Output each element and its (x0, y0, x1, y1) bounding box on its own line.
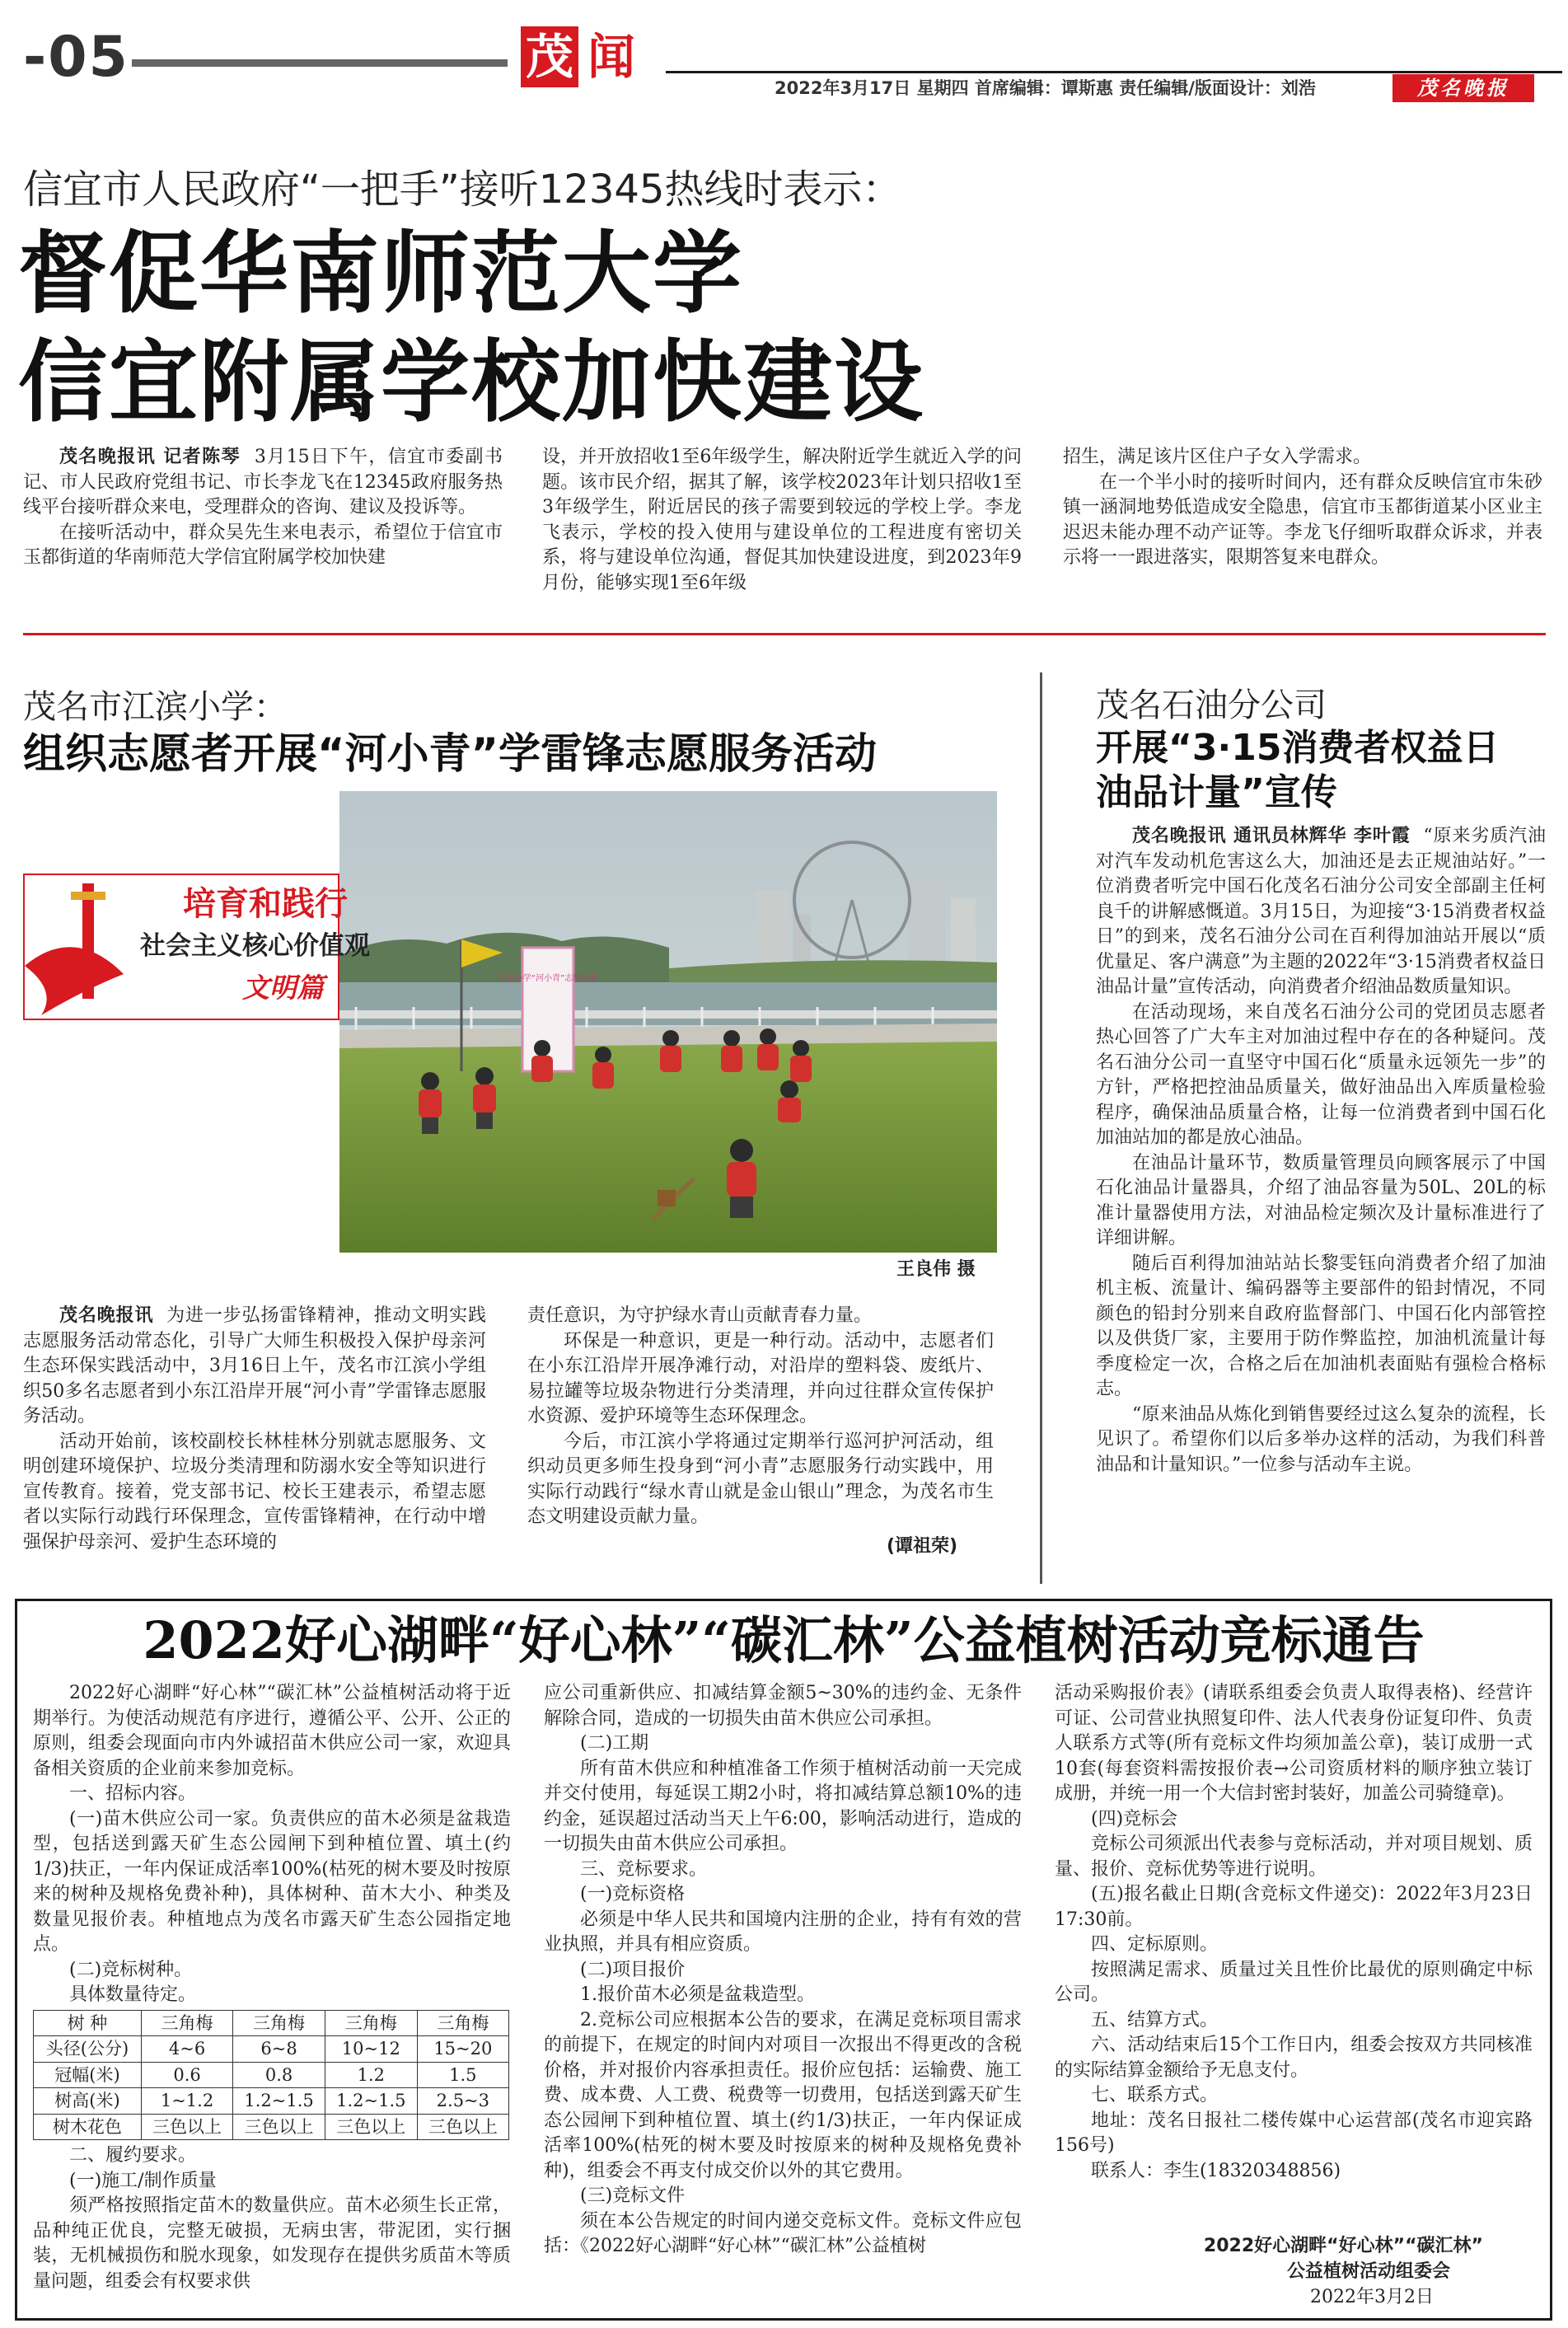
table-header-cell: 三角梅 (325, 2010, 417, 2036)
badge-line-2: 社会主义核心价值观 (140, 931, 370, 961)
story3-body (1096, 824, 1546, 1582)
table-cell: 1.2~1.5 (233, 2088, 325, 2115)
story1-col3-p1: 招生，满足该片区住户子女入学需求。 (1063, 447, 1372, 467)
notice-col1-p5: 须严格按照指定苗木的数量供应。苗木必须生长正常，品种纯正优良，完整无破损，无病虫害，带泥团，实行捆装，无机械损伤和脱水现象，如发现存在提供劣质苗木等质量问题，组委会有权要求供 (33, 2195, 511, 2292)
notice-col3-p2: 竞标公司须派出代表参与竞标活动，并对项目规划、质量、报价、竞标优势等进行说明。 (1055, 1834, 1533, 1880)
notice-col2-h2: 三、竞标要求。 (580, 1858, 708, 1880)
story1-col2-p1: 设，并开放招收1至6年级学生，解决附近学生就近入学的问题。该市民介绍，据其了解，该学校2023年计划只招收1至3年级学生，附近居民的孩子需要到较远的学校上学。李龙飞表示，学校的投入使用与建设单位的工程进度有密切关系，将与建设单位沟通，督促其加快建设进度，到2023年9月份，能够实现1至6年级 (542, 447, 1022, 593)
notice-col2-h4: (二)项目报价 (580, 1959, 686, 1980)
volunteer-photo-svg (339, 791, 997, 1253)
story3-byline: 茂名晚报讯 通讯员林辉华 李叶霞 (1132, 826, 1411, 846)
story2-col2-p2: 环保是一种意识，更是一种行动。活动中，志愿者们在小东江沿岸开展净滩行动，对沿岸的塑料袋、废纸片、易拉罐等垃圾杂物进行分类清理，并向过往群众宣传保护水资源、爱护环境等生态环保理念。 (527, 1330, 994, 1426)
notice-col2-p2: 所有苗木供应和种植准备工作须于植树活动前一天完成并交付使用，每延误工期2小时，将扣减结算总额10%的违约金，延误超过活动当天上午6:00，影响活动进行，造成的一切损失由苗木供应公司承担。 (544, 1758, 1022, 1854)
story1-col1-p2: 在接听活动中，群众吴先生来电表示，希望位于信宜市玉都街道的华南师范大学信宜附属学校加快建 (23, 522, 503, 568)
table-cell: 头径(公分) (34, 2036, 142, 2063)
table-cell: 4~6 (141, 2036, 232, 2063)
story3-p3: 在油品计量环节，数质量管理员向顾客展示了中国石化油品计量器具，介绍了油品容量为50L、20L的标准计量器使用方法，对油品检定频次及计量标准进行了详细讲解。 (1096, 1152, 1546, 1248)
section-title (521, 26, 653, 91)
story1-col3 (1063, 445, 1542, 605)
story1-divider (23, 633, 1546, 635)
notice-title: 2022好心湖畔“好心林”“碳汇林”公益植树活动竞标通告 (143, 1610, 1425, 1670)
table-cell: 三色以上 (141, 2114, 232, 2140)
table-header-cell: 三角梅 (141, 2010, 232, 2036)
tree-spec-table (33, 2010, 509, 2141)
story2-col1 (23, 1304, 486, 1582)
notice-col1 (33, 1681, 511, 2316)
table-cell: 树木花色 (34, 2114, 142, 2140)
story2-author: (谭祖荣) (887, 1536, 958, 1557)
story1-col1-p1: 3月15日下午，信宜市委副书记、市人民政府党组书记、市长李龙飞在12345政府服务热线平台接听群众来电，受理群众的咨询、建议及投诉等。 (23, 447, 503, 518)
page-number: -05 (23, 25, 129, 90)
notice-col2-p3: 必须是中华人民共和国境内注册的企业，持有有效的营业执照，并具有相应资质。 (544, 1909, 1022, 1955)
story1-col3-p2: 在一个半小时的接听时间内，还有群众反映信宜市朱砂镇一涵洞地势低造成安全隐患，信宜市玉都街道某小区业主迟迟未能办理不动产证等。李龙飞仔细听取群众诉求，并表示将一一跟进落实，限期答复来电群众。 (1063, 471, 1542, 568)
table-row (34, 2062, 509, 2088)
table-row (34, 2088, 509, 2115)
story2-col1-p1: 为进一步弘扬雷锋精神，推动文明实践志愿服务活动常态化，引导广大师生积极投入保护母亲河生态环保实践活动中，3月16日上午，茂名市江滨小学组织50多名志愿者到小东江沿岸开展“河小青”学雷锋志愿服务活动。 (23, 1305, 486, 1426)
story1-kicker: 信宜市人民政府“一把手”接听12345热线时表示： (23, 166, 902, 213)
notice-col2-h5: (三)竞标文件 (580, 2185, 686, 2206)
table-cell: 0.6 (141, 2062, 232, 2088)
notice-col3-h3: 五、结算方式。 (1091, 2009, 1219, 2031)
table-cell: 三色以上 (417, 2114, 508, 2140)
story2-badge (23, 874, 370, 1020)
table-cell: 6~8 (233, 2036, 325, 2063)
notice-col2-h1: (二)工期 (580, 1733, 649, 1754)
notice-col3-h4: 七、联系方式。 (1091, 2085, 1219, 2106)
story2-kicker: 茂名市江滨小学： (23, 688, 287, 726)
ribbon-icon (25, 875, 124, 1019)
table-header-cell: 三角梅 (233, 2010, 325, 2036)
notice-col1-h2: 二、履约要求。 (69, 2145, 197, 2166)
notice-col1-h3: (一)施工/制作质量 (69, 2170, 217, 2191)
notice-col3-p6: 地址：茂名日报社二楼传媒中心运营部(茂名市迎宾路156号) (1055, 2110, 1533, 2156)
notice-col1-h1: 一、招标内容。 (69, 1783, 197, 1804)
table-header-row (34, 2010, 509, 2036)
table-cell: 冠幅(米) (34, 2062, 142, 2088)
table-header-cell: 三角梅 (417, 2010, 508, 2036)
table-cell: 三色以上 (325, 2114, 417, 2140)
notice-col3 (1055, 1681, 1533, 2225)
badge-line-1: 培育和践行 (183, 885, 348, 923)
notice-col2-p4: 1.报价苗木必须是盆栽造型。 (580, 1984, 815, 2005)
notice-col3-p4: 按照满足需求、质量过关且性价比最优的原则确定中标公司。 (1055, 1959, 1533, 2005)
story2-col1-p2: 活动开始前，该校副校长林桂林分别就志愿服务、文明创建环境保护、垃圾分类清理和防溺水安全等知识进行宣传教育。接着，党支部书记、校长王建表示，希望志愿者以实际行动践行环保理念，宣传雷锋精神，在行动中增强保护母亲河、爱护生态环境的 (23, 1431, 486, 1553)
date-line: 2022年3月17日 星期四 首席编辑：谭斯惠 责任编辑/版面设计：刘浩 (775, 78, 1316, 98)
table-cell: 15~20 (417, 2036, 508, 2063)
table-cell: 10~12 (325, 2036, 417, 2063)
story2-headline: 组织志愿者开展“河小青”学雷锋志愿服务活动 (23, 730, 878, 779)
table-row (34, 2114, 509, 2140)
story1-col2 (542, 445, 1022, 605)
story3-p5: “原来油品从炼化到销售要经过这么复杂的流程，长见识了。希望你们以后多举办这样的活动，为我们科普油品和计量知识。”一位参与活动车主说。 (1096, 1403, 1546, 1475)
notice-col2 (544, 1681, 1022, 2316)
vertical-divider (1040, 672, 1042, 1584)
notice-col3-p5: 六、活动结束后15个工作日内，组委会按双方共同核准的实际结算金额给予无息支付。 (1055, 2035, 1533, 2081)
notice-col1-p3: (二)竞标树种。 (69, 1959, 193, 1980)
story2-byline: 茂名晚报讯 (59, 1305, 154, 1326)
notice-col3-p3: (五)报名截止日期(含竞标文件递交)：2022年3月23日17:30前。 (1055, 1884, 1533, 1930)
table-cell: 1.2 (325, 2062, 417, 2088)
section-char-wen: 闻 (587, 29, 635, 85)
notice-col1-p2: (一)苗木供应公司一家。负责供应的苗木必须是盆栽造型，包括送到露天矿生态公园闸下到种植位置、填土(约1/3)扶正，一年内保证成活率100%(枯死的树木要及时按原来的树种及规格免费补种)，具体树种、苗木大小、种类及数量见报价表。种植地点为茂名市露天矿生态公园指定地点。 (33, 1808, 511, 1955)
story3-p2: 在活动现场，来自茂名石油分公司的党团员志愿者热心回答了广大车主对加油过程中存在的各种疑问。茂名石油分公司一直坚守中国石化“质量永远领先一步”的方针，严格把控油品质量关，做好油品出入库质量检验程序，确保油品质量合格，让每一位消费者到中国石化加油站加的都是放心油品。 (1096, 1001, 1546, 1148)
table-cell: 1.5 (417, 2062, 508, 2088)
story1-headline-2: 信宜附属学校加快建设 (18, 331, 925, 434)
story1-headline-1: 督促华南师范大学 (18, 222, 744, 326)
notice-col2-p1: 应公司重新供应、扣减结算金额5~30%的违约金、无条件解除合同，造成的一切损失由苗木供应公司承担。 (544, 1683, 1022, 1729)
table-cell: 0.8 (233, 2062, 325, 2088)
table-cell: 2.5~3 (417, 2088, 508, 2115)
story3-p1: “原来劣质汽油对汽车发动机危害这么大，加油还是去正规油站好。”一位消费者听完中国石化茂名石油分公司安全部副主任柯良千的讲解感慨道。3月15日，为迎接“3·15消费者权益日”的到来，茂名石油分公司在百利得加油站开展以“质优量足、客户满意”为主题的2022年“3·15消费者权益日油品计量”宣传活动，向消费者介绍油品数质量知识。 (1096, 826, 1546, 997)
photo-banner-text: 江滨小学“河小青”志愿服务 (498, 974, 598, 983)
story2-col2-p1: 责任意识，为守护绿水青山贡献青春力量。 (527, 1305, 873, 1326)
notice-sign-2: 公益植树活动组委会 (1286, 2261, 1450, 2282)
badge-line-3: 文明篇 (242, 972, 324, 1004)
masthead-rule-left (132, 59, 508, 67)
notice-col2-p5: 2.竞标公司应根据本公告的要求，在满足竞标项目需求的前提下，在规定的时间内对项目一次报出不得更改的含税价格，并对报价内容承担责任。报价应包括：运输费、施工费、成本费、人工费、税费等一切费用，包括送到露天矿生态公园闸下到种植位置、填土(约1/3)扶正，一年内保证成活率100%(枯死的树木要及时按原来的树种及规格免费补种)，组委会不再支付成交价以外的其它费用。 (544, 2009, 1022, 2181)
table-row (34, 2036, 509, 2063)
story2-photo (339, 791, 997, 1253)
table-header-cell: 树 种 (34, 2010, 142, 2036)
section-char-mao: 茂 (521, 26, 578, 87)
story3-p4: 随后百利得加油站站长黎雯钰向消费者介绍了加油机主板、流量计、编码器等主要部件的铅封情况，不同颜色的铅封分别来自政府监督部门、中国石化内部管控以及供货厂家，主要用于防作弊监控，加油机流量计每季度检定一次，合格之后在加油机表面贴有强检合格标志。 (1096, 1253, 1546, 1399)
story2-photo-credit: 王良伟 摄 (896, 1259, 976, 1280)
notice-col1-p1: 2022好心湖畔“好心林”“碳汇林”公益植树活动将于近期举行。为使活动规范有序进行，遵循公平、公开、公正的原则，组委会现面向市内外诚招苗木供应公司一家，欢迎具备相关资质的企业前来参加竞标。 (33, 1683, 511, 1779)
story2-col2-p3: 今后，市江滨小学将通过定期举行巡河护河活动，组织动员更多师生投身到“河小青”志愿服务行动实践中，用实际行动践行“绿水青山就是金山银山”理念，为茂名市生态文明建设贡献力量。 (527, 1431, 994, 1527)
story3-headline-1: 开展“3·15消费者权益日 (1096, 727, 1500, 769)
story1-byline: 茂名晚报讯 记者陈琴 (59, 447, 241, 467)
notice-col2-p6: 须在本公告规定的时间内递交竞标文件。竞标文件应包括：《2022好心湖畔“好心林”“碳汇林”公益植树 (544, 2210, 1022, 2256)
notice-col3-h2: 四、定标原则。 (1091, 1934, 1219, 1955)
story1-col1 (23, 445, 503, 605)
notice-col2-h3: (一)竞标资格 (580, 1884, 686, 1904)
table-cell: 三色以上 (233, 2114, 325, 2140)
table-cell: 树高(米) (34, 2088, 142, 2115)
notice-col1-p4: 具体数量待定。 (69, 1984, 197, 2005)
notice-col3-h1: (四)竞标会 (1091, 1808, 1178, 1829)
table-cell: 1.2~1.5 (325, 2088, 417, 2115)
notice-sign-1: 2022好心湖畔“好心林”“碳汇林” (1203, 2236, 1483, 2256)
story3-kicker: 茂名石油分公司 (1096, 686, 1327, 724)
masthead-rule-right (666, 71, 1562, 73)
paper-name-logo: 茂名晚报 (1392, 74, 1534, 102)
notice-col3-p7: 联系人：李生(18320348856) (1091, 2160, 1341, 2181)
notice-sign-date: 2022年3月2日 (1310, 2287, 1434, 2307)
story3-headline-2: 油品计量”宣传 (1096, 771, 1337, 813)
notice-col3-p1: 活动采购报价表》(请联系组委会负责人取得表格)、经营许可证、公司营业执照复印件、法人代表身份证复印件、负责人联系方式等(所有竞标文件均须加盖公章)，装订成册一式10套(每套资料需按报价表→公司资质材料的顺序独立装订成册，并统一用一个大信封密封装好，加盖公司骑缝章)。 (1055, 1683, 1533, 1804)
table-cell: 1~1.2 (141, 2088, 232, 2115)
